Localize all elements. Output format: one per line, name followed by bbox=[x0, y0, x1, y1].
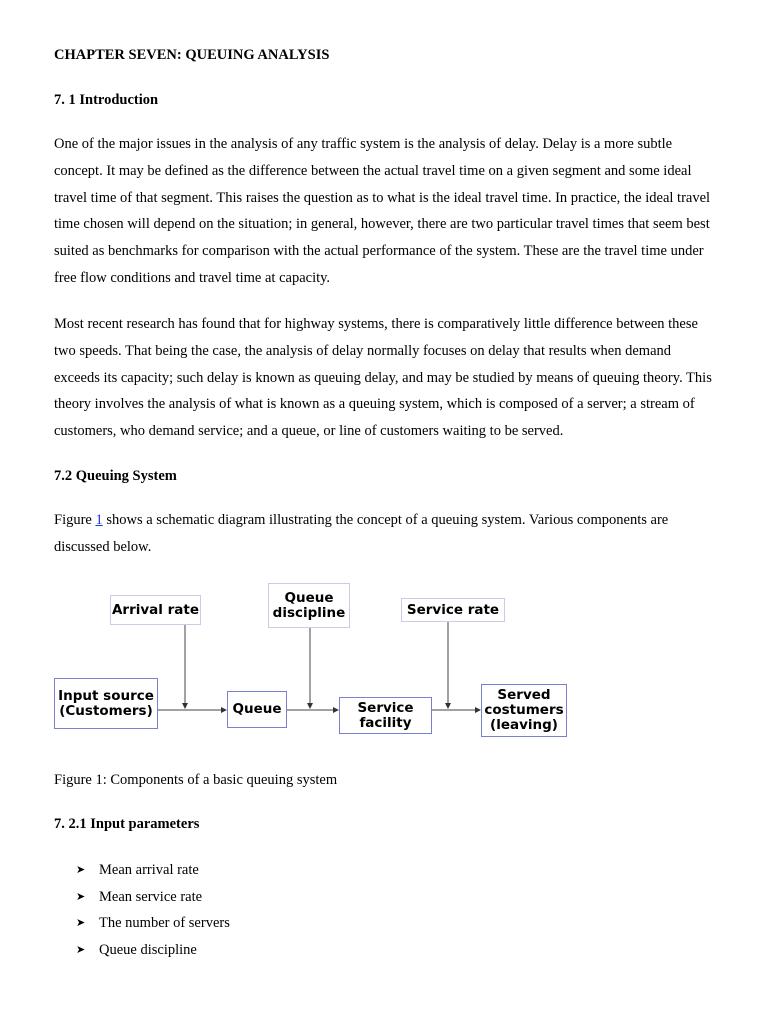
intro-paragraph-2: Most recent research has found that for highway systems, there is comparatively little difference between these two speeds. That being the case, the analysis of delay normally focuses on delay that results when demand exceeds its capacity; such delay is known as queuing delay, and may be studied by means of queuing theory. This theory involves the analysis of what is known as a queuing system, which is composed of a server; a stream of customers, who demand service; and a queue, or line of customers waiting to be served. bbox=[54, 316, 712, 440]
arrowhead-bullet-icon: ➤ bbox=[76, 916, 86, 929]
section-heading-introduction: 7. 1 Introduction bbox=[54, 92, 159, 108]
arrowhead-bullet-icon: ➤ bbox=[76, 863, 86, 876]
arrowhead-bullet-icon: ➤ bbox=[76, 942, 86, 956]
input-parameters-list bbox=[76, 857, 230, 963]
arrival-rate-box bbox=[110, 595, 201, 625]
figure-caption: Figure 1: Components of a basic queuing system bbox=[54, 772, 338, 788]
list-item-text: Mean service rate bbox=[99, 888, 203, 905]
figure-reference-link[interactable]: 1 bbox=[95, 512, 103, 528]
service-rate-label: Service rate bbox=[406, 601, 500, 618]
intro-paragraph-1: One of the major issues in the analysis of any traffic system is the analysis of delay. Delay is a more subtle concept. It may be defined as the difference between the actual travel time on a given segment and some ideal travel time of that segment. This raises the question as to what is the ideal travel time. In practice, the ideal travel time chosen will depend on the situation; in general, however, there are two particular travel times that seem best suited as benchmarks for comparison with the actual performance of the system. These are the travel time under free flow conditions and travel time at capacity. bbox=[54, 136, 711, 286]
queue-label: Queue bbox=[232, 701, 282, 717]
queuing-system-diagram bbox=[54, 575, 594, 750]
arrival-rate-label: Arrival rate bbox=[111, 601, 199, 618]
service-facility-line-1: Service bbox=[357, 699, 414, 716]
list-item bbox=[76, 937, 230, 964]
queuing-system-paragraph bbox=[54, 507, 719, 561]
input-source-box bbox=[54, 678, 158, 729]
list-item bbox=[76, 857, 230, 884]
input-source-line-1: Input source bbox=[58, 687, 154, 704]
list-item-text: Mean arrival rate bbox=[99, 862, 199, 878]
served-customers-box bbox=[481, 684, 567, 737]
served-line-2: costumers bbox=[484, 702, 564, 718]
service-facility-line-2: facility bbox=[359, 714, 412, 731]
served-line-1: Served bbox=[497, 687, 551, 703]
queue-discipline-box bbox=[268, 583, 350, 628]
list-item bbox=[76, 910, 230, 937]
input-source-line-2: (Customers) bbox=[59, 702, 153, 719]
section-heading-queuing-system: 7.2 Queuing System bbox=[54, 468, 177, 484]
chapter-title: CHAPTER SEVEN: QUEUING ANALYSIS bbox=[54, 47, 330, 63]
queue-discipline-line-2: discipline bbox=[272, 604, 346, 621]
list-item-text: Queue discipline bbox=[99, 941, 197, 958]
list-item-text: The number of servers bbox=[99, 915, 230, 931]
paragraph-text-before-link: Figure bbox=[54, 512, 96, 528]
service-rate-box bbox=[401, 598, 505, 622]
service-facility-box bbox=[339, 697, 432, 734]
arrowhead-bullet-icon: ➤ bbox=[76, 889, 86, 903]
served-line-3: (leaving) bbox=[490, 717, 558, 733]
paragraph-text-after-link: shows a schematic diagram illustrating the concept of a queuing system. Various components are discussed below. bbox=[54, 512, 669, 555]
queue-box bbox=[227, 691, 287, 728]
queue-discipline-line-1: Queue bbox=[284, 589, 334, 606]
list-item bbox=[76, 884, 230, 911]
section-heading-input-parameters: 7. 2.1 Input parameters bbox=[54, 816, 200, 832]
